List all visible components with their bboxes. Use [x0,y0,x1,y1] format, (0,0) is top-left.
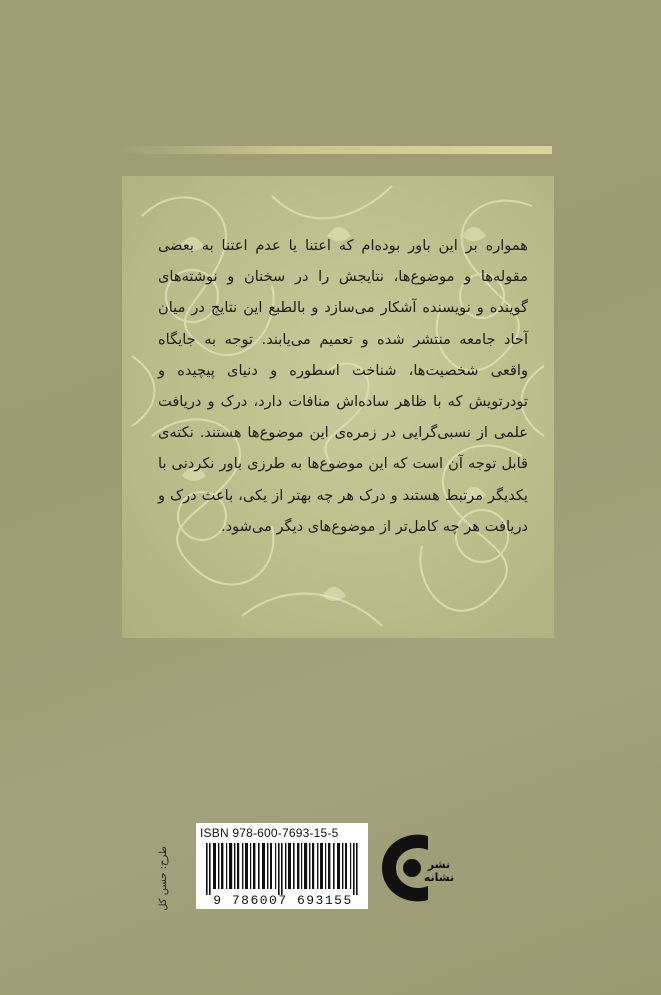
barcode-digits: 9 786007 693155 [213,893,353,908]
publisher-name-line2: نشانه [423,871,455,884]
designer-credit: طرح: حسن کل [158,846,169,911]
back-cover-blurb [158,230,528,542]
publisher-name [423,836,455,906]
publisher-name-line1: نشر [427,858,451,871]
isbn-label: ISBN 978-600-7693-15-5 [200,826,339,840]
barcode-icon [206,843,362,895]
blurb-paragraph: همواره بر این باور بوده‌ام که اعتنا یا عدم اعتنا به بعضی مقوله‌ها و موضوع‌ها، نتایجش را در سخنان و نوشته‌های گوینده و نویسنده آشکار می‌سازد و بالطبع این نتایج در میان آحاد جامعه منتشر شده و تعمیم می‌یابند. توجه به جایگاه واقعی شخصیت‌ها، شناخت اسطوره و دنیای پیچیده و تودرتویش که با ظاهر ساده‌اش منافات دارد، درک و دریافت علمی از نسبی‌گرایی در زمره‌ی این موضوع‌ها هستند. نکته‌ی قابل توجه آن است که این موضوع‌ها به طرزی باور نکردنی با یکدیگر مرتبط هستند و درک هر چه بهتر از یکی، باعث درک و دریافت هر چه کامل‌تر از موضوع‌های دیگر می‌شود. [158,237,528,535]
decorative-stripe [120,146,552,154]
